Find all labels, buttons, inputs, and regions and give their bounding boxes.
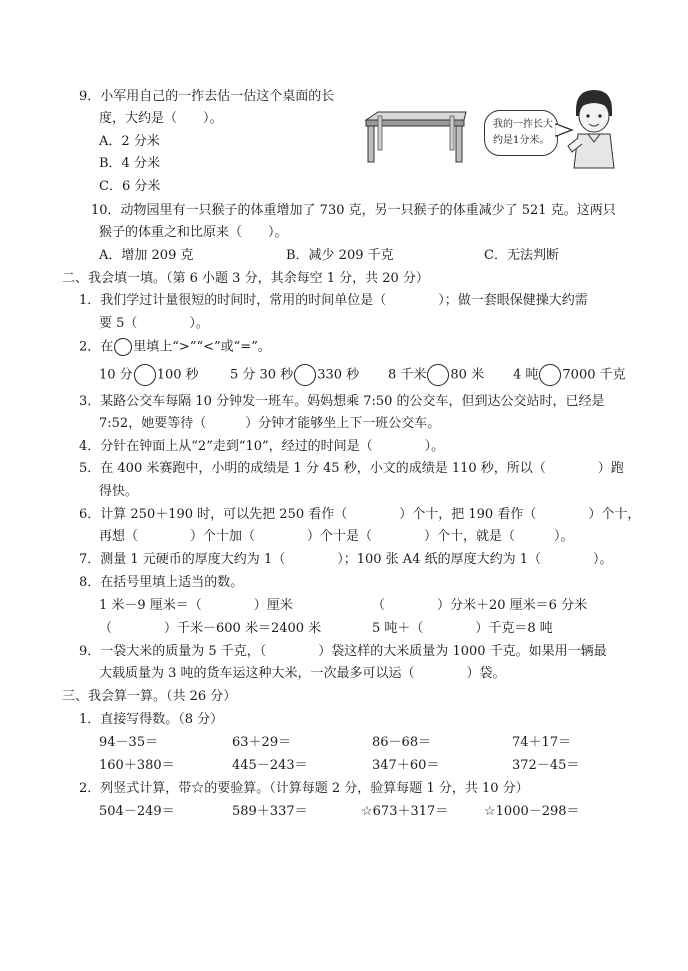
compare-right: 80 米 — [450, 367, 485, 383]
vertical-calc-item: ☆1000－298＝ — [484, 804, 580, 819]
compare-left: 10 分 — [99, 367, 133, 383]
compare-left: 4 吨 — [513, 367, 539, 383]
s2-q5-line1: 5．在 400 米赛跑中，小明的成绩是 1 分 45 秒，小文的成绩是 110 秒，所以（ ）跑 — [79, 461, 624, 476]
s2-q8-c: （ ）千米－600 米＝2400 米 — [99, 621, 322, 636]
s2-q6-line2: 再想（ ）个十加（ ）个十是（ ）个十，就是（ ）。 — [99, 529, 574, 544]
s2-q6-line1: 6．计算 250＋190 时，可以先把 250 看作（ ）个十，把 190 看作（ ）个十， — [79, 507, 641, 522]
q10-option-a: A．增加 209 克 — [99, 248, 194, 263]
s2-q1-line2: 要 5（ ）。 — [99, 316, 209, 331]
s2-q5-line2: 得快。 — [99, 484, 139, 499]
compare-right: 330 秒 — [317, 367, 360, 383]
desk-illustration — [364, 110, 468, 166]
s2-q9-line2: 大载质量为 3 吨的货车运这种大米，一次最多可以运（ ）袋。 — [99, 666, 506, 681]
boy-illustration — [566, 86, 620, 170]
s2-q3-line2: 7:52，她要等待（ ）分钟才能够坐上下一班公交车。 — [99, 416, 441, 431]
s2-q9-line1: 9．一袋大米的质量为 5 千克，（ ）袋这样的大米质量为 1000 千克。如果用一辆最 — [79, 644, 607, 659]
s2-q8-a: 1 米－9 厘米＝（ ）厘米 — [99, 598, 293, 613]
q10-option-c: C．无法判断 — [484, 248, 559, 263]
s2-q8-b: （ ）分米＋20 厘米＝6 分米 — [372, 598, 588, 613]
oral-calc-item: 63＋29＝ — [232, 735, 292, 750]
oral-calc-item: 94－35＝ — [99, 735, 159, 750]
oral-calc-item: 347＋60＝ — [372, 758, 440, 773]
s2-q2-suffix: 里填上“>”“<”或“=”。 — [133, 339, 271, 355]
compare-right: 7000 千克 — [562, 367, 626, 383]
compare-blank[interactable] — [539, 364, 561, 386]
compare-item-2 — [230, 364, 359, 386]
compare-right: 100 秒 — [156, 367, 199, 383]
vertical-calc-item: ☆673＋317＝ — [361, 804, 449, 819]
s2-q2-prefix: 2．在 — [79, 339, 114, 355]
compare-blank[interactable] — [294, 364, 316, 386]
speech-bubble — [484, 110, 558, 156]
oral-calc-item: 74＋17＝ — [512, 735, 572, 750]
oral-calc-item: 372－45＝ — [512, 758, 580, 773]
compare-circle-icon — [114, 338, 132, 356]
bubble-text: 我的一拃长大约是1分米。 — [493, 119, 553, 146]
q9-option-a: A．2 分米 — [99, 134, 160, 149]
s2-q3-line1: 3．某路公交车每隔 10 分钟发一班车。妈妈想乘 7:50 的公交车，但到达公交站时，已经是 — [79, 394, 605, 409]
q9-line1: 9．小军用自己的一拃去估一估这个桌面的长 — [79, 89, 335, 104]
compare-left: 8 千米 — [388, 367, 427, 383]
compare-left: 5 分 30 秒 — [230, 367, 294, 383]
oral-calc-item: 86－68＝ — [372, 735, 432, 750]
q10-option-b: B．减少 209 千克 — [286, 248, 394, 263]
s2-q8-title: 8．在括号里填上适当的数。 — [79, 575, 244, 590]
s2-q1-line1: 1．我们学过计量很短的时间时，常用的时间单位是（ ）；做一套眼保健操大约需 — [79, 293, 588, 308]
compare-blank[interactable] — [427, 364, 449, 386]
section2-title: 二、我会填一填。（第 6 小题 3 分，其余每空 1 分，共 20 分） — [62, 271, 429, 286]
oral-calc-item: 160＋380＝ — [99, 758, 175, 773]
q9-line2: 度，大约是（ ）。 — [99, 111, 223, 126]
vertical-calc-item: 504－249＝ — [99, 804, 175, 819]
q10-line1: 10．动物园里有一只猴子的体重增加了 730 克，另一只猴子的体重减少了 521 克。这两只 — [91, 203, 616, 218]
compare-blank[interactable] — [134, 364, 156, 386]
oral-calc-item: 445－243＝ — [232, 758, 308, 773]
section3-title: 三、我会算一算。（共 26 分） — [62, 689, 237, 704]
s2-q7: 7．测量 1 元硬币的厚度大约为 1（ ）；100 张 A4 纸的厚度大约为 1（ ）。 — [79, 552, 613, 567]
s2-q4: 4．分针在钟面上从“2”走到“10”，经过的时间是（ ）。 — [79, 439, 445, 454]
q9-option-c: C．6 分米 — [99, 179, 161, 194]
s2-q8-d: 5 吨＋（ ）千克＝8 吨 — [372, 621, 553, 636]
compare-item-3 — [388, 364, 484, 386]
q9-option-b: B．4 分米 — [99, 156, 160, 171]
compare-item-4 — [513, 364, 626, 386]
s2-q2 — [79, 338, 271, 357]
compare-item-1 — [99, 364, 199, 386]
q10-line2: 猴子的体重之和比原来（ ）。 — [99, 225, 288, 240]
s3-q1-title: 1．直接写得数。（8 分） — [79, 712, 224, 727]
s3-q2-title: 2．列竖式计算，带☆的要验算。（计算每题 2 分，验算每题 1 分，共 10 分） — [79, 781, 529, 796]
vertical-calc-item: 589＋337＝ — [232, 804, 308, 819]
